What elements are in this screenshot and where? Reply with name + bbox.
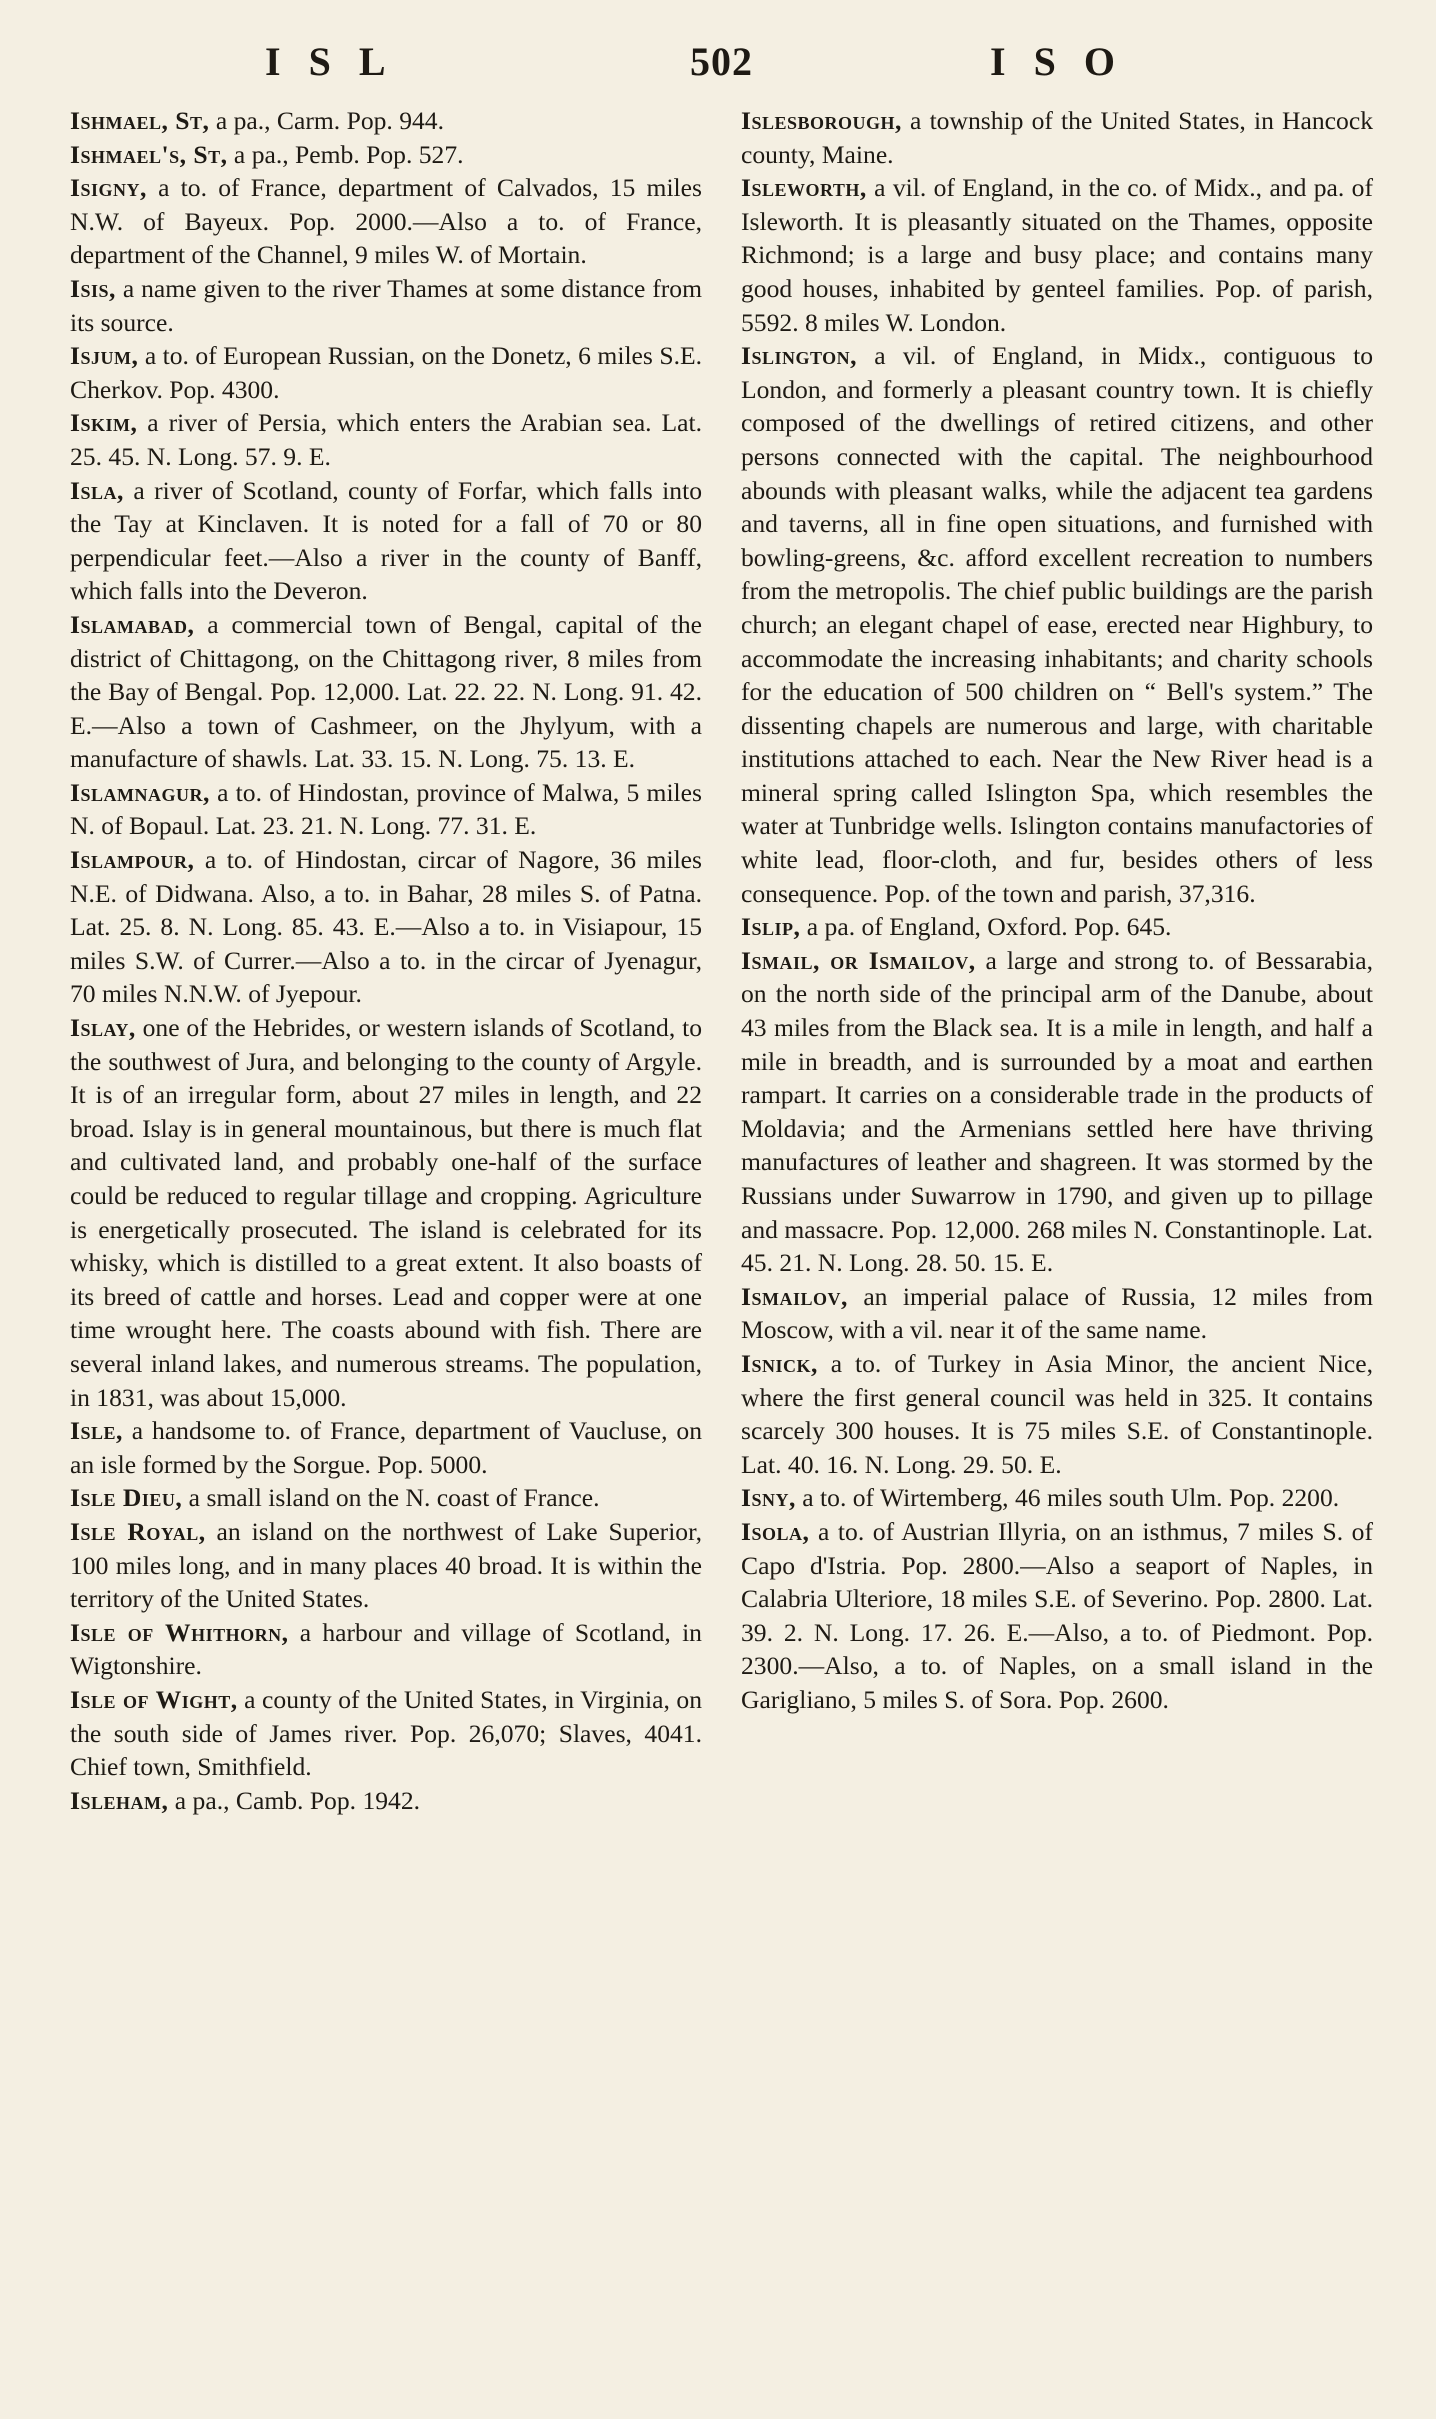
- entry-headword: Isle of Wight,: [70, 1684, 238, 1714]
- gazetteer-entry: [741, 1280, 1373, 1347]
- entry-text: a to. of Wirtemberg, 46 miles south Ulm. Pop. 2200.: [795, 1483, 1340, 1513]
- entry-headword: Islesborough,: [741, 106, 902, 135]
- header-left-guide: ISL: [265, 39, 414, 84]
- gazetteer-entry: [70, 1011, 702, 1414]
- entry-headword: Ishmael, St,: [70, 106, 210, 135]
- gazetteer-entry: [70, 272, 702, 339]
- entry-text: a large and strong to. of Bessarabia, on the north side of the principal arm of the Danube, about 43 miles from the Black sea. It is a mile in length, and half a mile in breadth, and is surrounded by a moat and earthen rampart. It carries on a considerable trade in the products of Moldavia; and the Armenians settled here have thriving manufactures of leather and shagreen. It was stormed by the Russians under Suwarrow in 1790, and given up to pillage and massacre. Pop. 12,000. 268 miles N. Constantinople. Lat. 45. 21. N. Long. 28. 50. 15. E.: [741, 945, 1373, 1278]
- gazetteer-entry: [70, 843, 702, 1011]
- entry-text: a river of Scotland, county of Forfar, which falls into the Tay at Kinclaven. It is noted for a fall of 70 or 80 perpendicular feet.—Also a river in the county of Banff, which falls into the Deveron.: [70, 475, 702, 606]
- gazetteer-entry: [70, 138, 702, 172]
- entry-text: a commercial town of Bengal, capital of the district of Chittagong, on the Chittagong river, 8 miles from the Bay of Bengal. Pop. 12,000. Lat. 22. 22. N. Long. 91. 42. E.—Also a town of Cashmeer, on the Jhylyum, with a manufacture of shawls. Lat. 33. 15. N. Long. 75. 13. E.: [70, 609, 702, 774]
- gazetteer-entry: [70, 406, 702, 473]
- entry-text: a name given to the river Thames at some distance from its source.: [70, 273, 702, 337]
- gazetteer-entry: [70, 474, 702, 608]
- entry-headword: Isle,: [70, 1416, 123, 1446]
- entry-headword: Ismail, or Ismailov,: [741, 945, 976, 975]
- entry-text: one of the Hebrides, or western islands of Scotland, to the southwest of Jura, and belonging to the county of Argyle. It is of an irregular form, about 27 miles in length, and 22 broad. Islay is in general mountainous, but there is much flat and cultivated land, and probably one-half of the surface could be reduced to regular tillage and cropping. Agriculture is energetically prosecuted. The island is celebrated for its whisky, which is distilled to a great extent. It also boasts of its breed of cattle and horses. Lead and copper were at one time wrought here. The coasts abound with fish. There are several inland lakes, and numerous streams. The population, in 1831, was about 15,000.: [70, 1013, 702, 1412]
- entry-text: a township of the United States, in Hancock county, Maine.: [741, 106, 1373, 169]
- right-column: [741, 104, 1373, 1717]
- entry-headword: Isleham,: [70, 1785, 169, 1815]
- entry-text: a harbour and village of Scotland, in Wigtonshire.: [70, 1617, 702, 1681]
- entry-headword: Islington,: [741, 341, 858, 371]
- entry-text: a pa., Pemb. Pop. 527.: [227, 139, 464, 169]
- gazetteer-entry: [70, 1683, 702, 1784]
- entry-text: a pa., Camb. Pop. 1942.: [168, 1785, 421, 1815]
- entry-text: a to. of Hindostan, circar of Nagore, 36 miles N.E. of Didwana. Also, a to. in Bahar, 28 miles S. of Patna. Lat. 25. 8. N. Long. 85. 43. E.—Also a to. in Visiapour, 15 miles S.W. of Currer.—Also a to. in the circar of Jyenagur, 70 miles N.N.W. of Jyepour.: [70, 845, 702, 1009]
- entry-text: a county of the United States, in Virginia, on the south side of James river. Pop. 26,070; Slaves, 4041. Chief town, Smithfield.: [70, 1684, 702, 1782]
- gazetteer-entry: [741, 104, 1373, 171]
- gazetteer-entry: [70, 1481, 702, 1515]
- gazetteer-entry: [70, 608, 702, 776]
- entry-headword: Islamnagur,: [70, 777, 210, 807]
- entry-headword: Isle of Whithorn,: [70, 1617, 289, 1647]
- entry-text: a to. of European Russian, on the Donetz, 6 miles S.E. Cherkov. Pop. 4300.: [70, 341, 702, 404]
- entry-headword: Isnick,: [741, 1348, 818, 1378]
- entry-text: an island on the northwest of Lake Superior, 100 miles long, and in many places 40 broad. It is within the territory of the United States.: [70, 1516, 703, 1614]
- left-column: [70, 104, 702, 1817]
- entry-text: a small island on the N. coast of France.: [182, 1483, 600, 1513]
- gazetteer-entry: [741, 339, 1373, 910]
- gazetteer-entry: [70, 1414, 702, 1481]
- entry-headword: Isle Royal,: [70, 1516, 206, 1546]
- entry-headword: Isny,: [741, 1483, 796, 1513]
- gazetteer-entry: [741, 910, 1373, 944]
- entry-headword: Ismailov,: [741, 1281, 848, 1311]
- entry-headword: Isigny,: [70, 173, 147, 203]
- gazetteer-entry: [70, 776, 702, 843]
- gazetteer-entry: [741, 1347, 1373, 1481]
- running-header: [0, 38, 1436, 98]
- entry-text: a to. of Austrian Illyria, on an isthmus, 7 miles S. of Capo d'Istria. Pop. 2800.—Also a seaport of Naples, in Calabria Ulteriore, 18 miles S.E. of Severino. Pop. 2800. Lat. 39. 2. N. Long. 17. 26. E.—Also, a to. of Piedmont. Pop. 2300.—Also, a to. of Naples, on a small island in the Garigliano, 5 miles S. of Sora. Pop. 2600.: [741, 1516, 1373, 1714]
- entry-text: a vil. of England, in Midx., contiguous to London, and formerly a pleasant country town. It is chiefly composed of the dwellings of retired citizens, and other persons connected with the capital. The neighbourhood abounds with pleasant walks, while the adjacent tea gardens and taverns, all in fine open situations, and furnished with bowling-greens, &c. afford excellent recreation to numbers from the metropolis. The chief public buildings are the parish church; an elegant chapel of ease, erected near Highbury, to accommodate the increasing inhabitants; and charity schools for the education of 500 children on “ Bell's system.” The dissenting chapels are numerous and large, with charitable institutions attached to each. Near the New River head is a mineral spring called Islington Spa, which resembles the water at Tunbridge wells. Islington contains manufactories of white lead, floor-cloth, and fur, besides others of less consequence. Pop. of the town and parish, 37,316.: [741, 341, 1373, 908]
- gazetteer-entry: [70, 1616, 702, 1683]
- gazetteer-entry: [70, 339, 702, 406]
- entry-text: a to. of Hindostan, province of Malwa, 5 miles N. of Bopaul. Lat. 23. 21. N. Long. 77. 31. E.: [70, 777, 702, 841]
- entry-headword: Iskim,: [70, 408, 138, 438]
- entry-text: a to. of Turkey in Asia Minor, the ancient Nice, where the first general council was held in 325. It contains scarcely 300 houses. It is 75 miles S.E. of Constantinople. Lat. 40. 16. N. Long. 29. 50. E.: [741, 1348, 1373, 1479]
- entry-text: an imperial palace of Russia, 12 miles from Moscow, with a vil. near it of the same name.: [741, 1281, 1373, 1345]
- entry-text: a pa., Carm. Pop. 944.: [209, 106, 445, 135]
- gazetteer-entry: [70, 1784, 702, 1818]
- entry-headword: Isola,: [741, 1516, 810, 1546]
- entry-text: a to. of France, department of Calvados, 15 miles N.W. of Bayeux. Pop. 2000.—Also a to. of France, department of the Channel, 9 miles W. of Mortain.: [70, 173, 702, 270]
- gazetteer-entry: [70, 104, 702, 138]
- entry-headword: Isis,: [70, 273, 116, 303]
- entry-headword: Isleworth,: [741, 173, 867, 203]
- entry-headword: Islamabad,: [70, 609, 195, 639]
- entry-headword: Isla,: [70, 475, 124, 505]
- page-number: 502: [690, 39, 753, 84]
- header-right-guide: ISO: [990, 39, 1143, 84]
- gazetteer-entry: [741, 171, 1373, 339]
- entry-headword: Ishmael's, St,: [70, 139, 228, 169]
- entry-headword: Isle Dieu,: [70, 1483, 183, 1513]
- gazetteer-entry: [741, 1515, 1373, 1717]
- gazetteer-entry: [70, 171, 702, 272]
- entry-headword: Islay,: [70, 1013, 136, 1043]
- entry-text: a river of Persia, which enters the Arabian sea. Lat. 25. 45. N. Long. 57. 9. E.: [70, 408, 702, 471]
- entry-headword: Islampour,: [70, 845, 195, 875]
- gazetteer-entry: [70, 1515, 702, 1616]
- gazetteer-entry: [741, 1481, 1373, 1515]
- entry-headword: Islip,: [741, 912, 801, 942]
- gazetteer-entry: [741, 944, 1373, 1280]
- entry-headword: Isjum,: [70, 341, 139, 371]
- entry-text: a handsome to. of France, department of Vaucluse, on an isle formed by the Sorgue. Pop. 5000.: [70, 1416, 702, 1479]
- entry-text: a vil. of England, in the co. of Midx., and pa. of Isleworth. It is pleasantly situated on the Thames, opposite Richmond; is a large and busy place; and contains many good houses, inhabited by genteel families. Pop. of parish, 5592. 8 miles W. London.: [741, 173, 1373, 337]
- entry-text: a pa. of England, Oxford. Pop. 645.: [800, 912, 1172, 942]
